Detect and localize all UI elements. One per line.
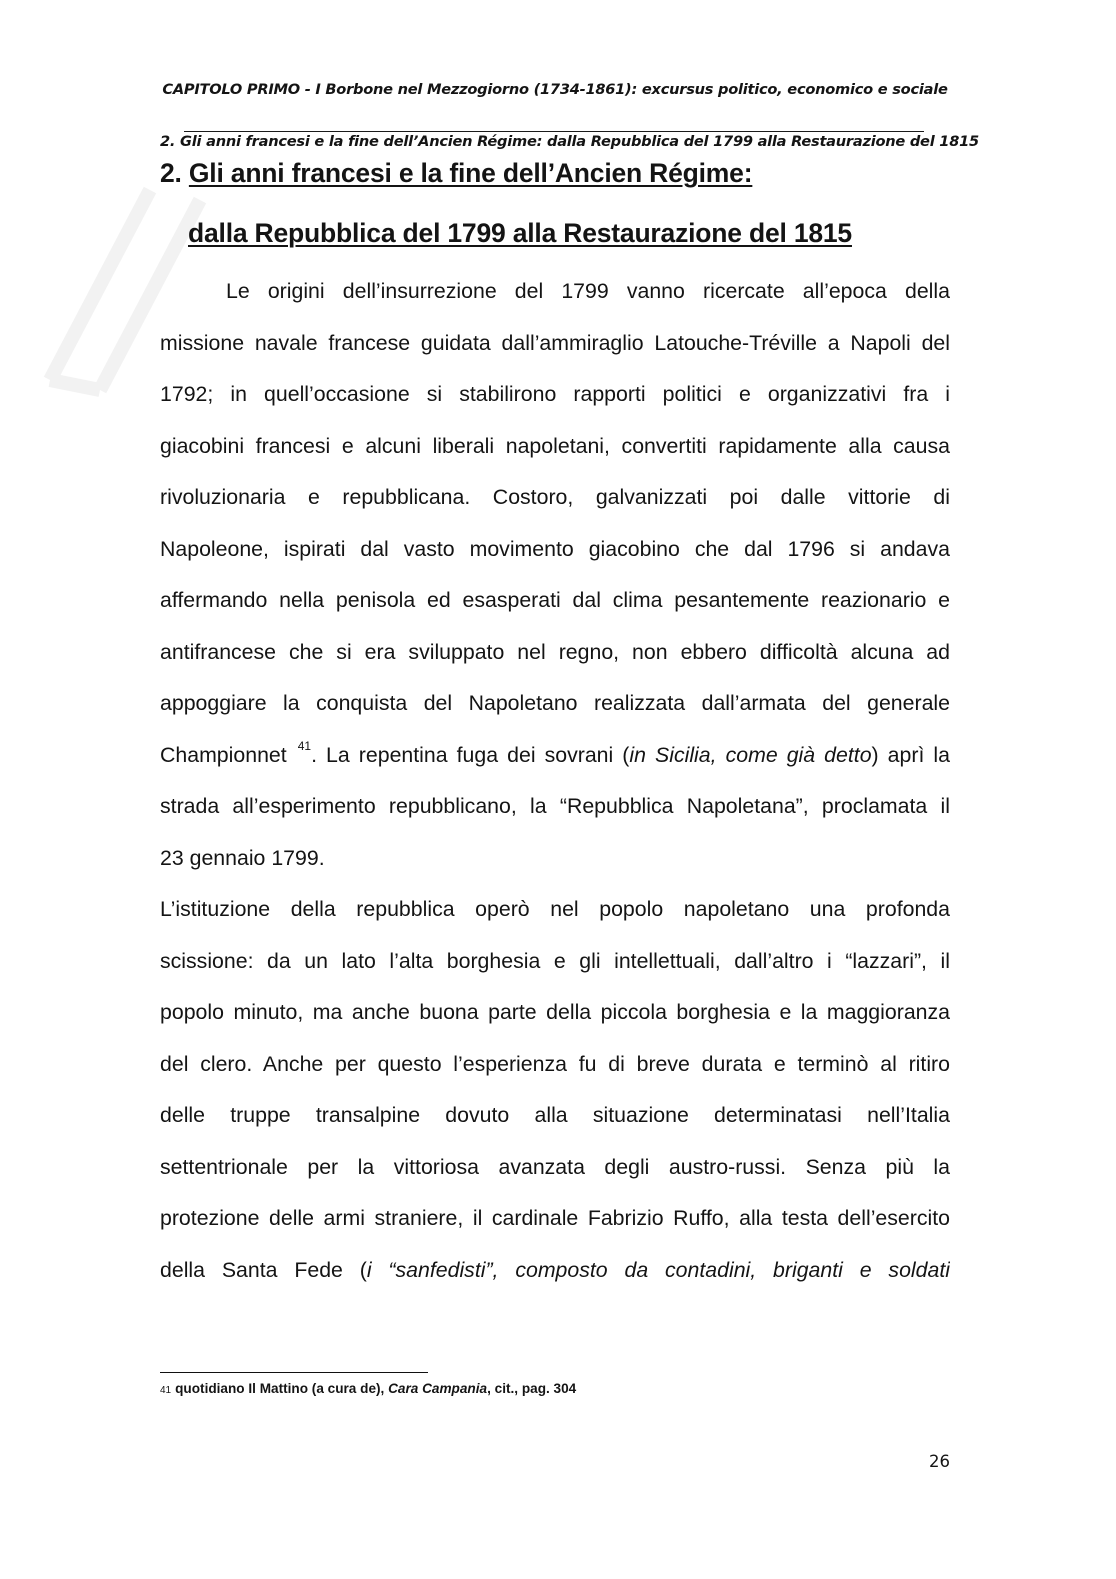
body-line: settentrionale per la vittoriosa avanzata degli austro-russi. Senza più la xyxy=(160,1154,950,1179)
footnote-separator xyxy=(160,1372,428,1373)
body-text-segment: ) aprì la xyxy=(871,742,950,767)
body-line: 1792; in quell’occasione si stabilirono rapporti politici e organizzativi fra i xyxy=(160,382,950,406)
body-line: protezione delle armi straniere, il cardinale Fabrizio Ruffo, alla testa dell’esercito xyxy=(160,1206,950,1230)
body-line: Le origini dell’insurrezione del 1799 vanno ricercate all’epoca della xyxy=(226,279,950,303)
page-number: 26 xyxy=(929,1452,950,1471)
footnote-title: Cara Campania xyxy=(388,1381,488,1396)
section-title-part-2: dalla Repubblica del 1799 alla Restaurazione del 1815 xyxy=(188,218,852,248)
section-heading-line-1 xyxy=(160,158,752,189)
body-line: del clero. Anche per questo l’esperienza fu di breve durata e terminò al ritiro xyxy=(160,1051,950,1076)
footnote-text: quotidiano Il Mattino (a cura de), xyxy=(175,1381,389,1396)
body-line: appoggiare la conquista del Napoletano realizzata dall’armata del generale xyxy=(160,691,950,715)
body-line: missione navale francese guidata dall’ammiraglio Latouche-Tréville a Napoli del xyxy=(160,330,950,355)
body-line: affermando nella penisola ed esasperati dal clima pesantemente reazionario e xyxy=(160,588,950,612)
body-line-footnote-ref xyxy=(160,730,950,782)
section-title-part-1: Gli anni francesi e la fine dell’Ancien Régime: xyxy=(188,158,753,188)
body-line: strada all’esperimento repubblicano, la “Repubblica Napoletana”, proclamata il xyxy=(160,794,950,818)
running-header-chapter: CAPITOLO PRIMO - I Borbone nel Mezzogiorno (1734-1861): excursus politico, economico e sociale xyxy=(162,81,948,98)
footnote-reference[interactable]: 41 xyxy=(297,738,312,753)
section-number: 2. xyxy=(160,158,189,188)
body-line: delle truppe transalpine dovuto alla situazione determinatasi nell’Italia xyxy=(160,1103,950,1127)
footnote-text-end: , cit., pag. 304 xyxy=(487,1381,577,1396)
body-line: popolo minuto, ma anche buona parte della piccola borghesia e la maggioranza xyxy=(160,1000,950,1024)
running-header xyxy=(160,64,979,167)
body-paragraph xyxy=(160,266,950,1296)
body-line: 23 gennaio 1799. xyxy=(160,845,325,870)
body-italic-segment: in Sicilia, come già detto xyxy=(629,742,872,767)
running-header-section: 2. Gli anni francesi e la fine dell’Ancien Régime: dalla Repubblica del 1799 alla Restaurazione del 1815 xyxy=(160,132,979,150)
body-line: scissione: da un lato l’alta borghesia e gli intellettuali, dall’altro i “lazzari”, il xyxy=(160,948,950,973)
body-text-segment: della Santa Fede ( xyxy=(160,1257,367,1282)
footnote xyxy=(160,1378,576,1402)
body-line: rivoluzionaria e repubblicana. Costoro, galvanizzati poi dalle vittorie di xyxy=(160,485,950,509)
body-line: Napoleone, ispirati dal vasto movimento giacobino che dal 1796 si andava xyxy=(160,536,950,561)
body-italic-segment: i “sanfedisti”, composto da contadini, briganti e soldati xyxy=(366,1257,950,1282)
body-line: L’istituzione della repubblica operò nel popolo napoletano una profonda xyxy=(160,897,950,921)
body-line: giacobini francesi e alcuni liberali napoletani, convertiti rapidamente alla causa xyxy=(160,433,950,458)
footnote-number: 41 xyxy=(160,1385,172,1396)
body-text-segment: . La repentina fuga dei sovrani ( xyxy=(311,742,630,767)
body-line: antifrancese che si era sviluppato nel regno, non ebbero difficoltà alcuna ad xyxy=(160,639,950,664)
header-rule xyxy=(184,131,924,132)
body-line xyxy=(160,1245,950,1297)
body-text-segment: Championnet xyxy=(160,742,296,767)
section-heading-line-2 xyxy=(188,218,852,249)
